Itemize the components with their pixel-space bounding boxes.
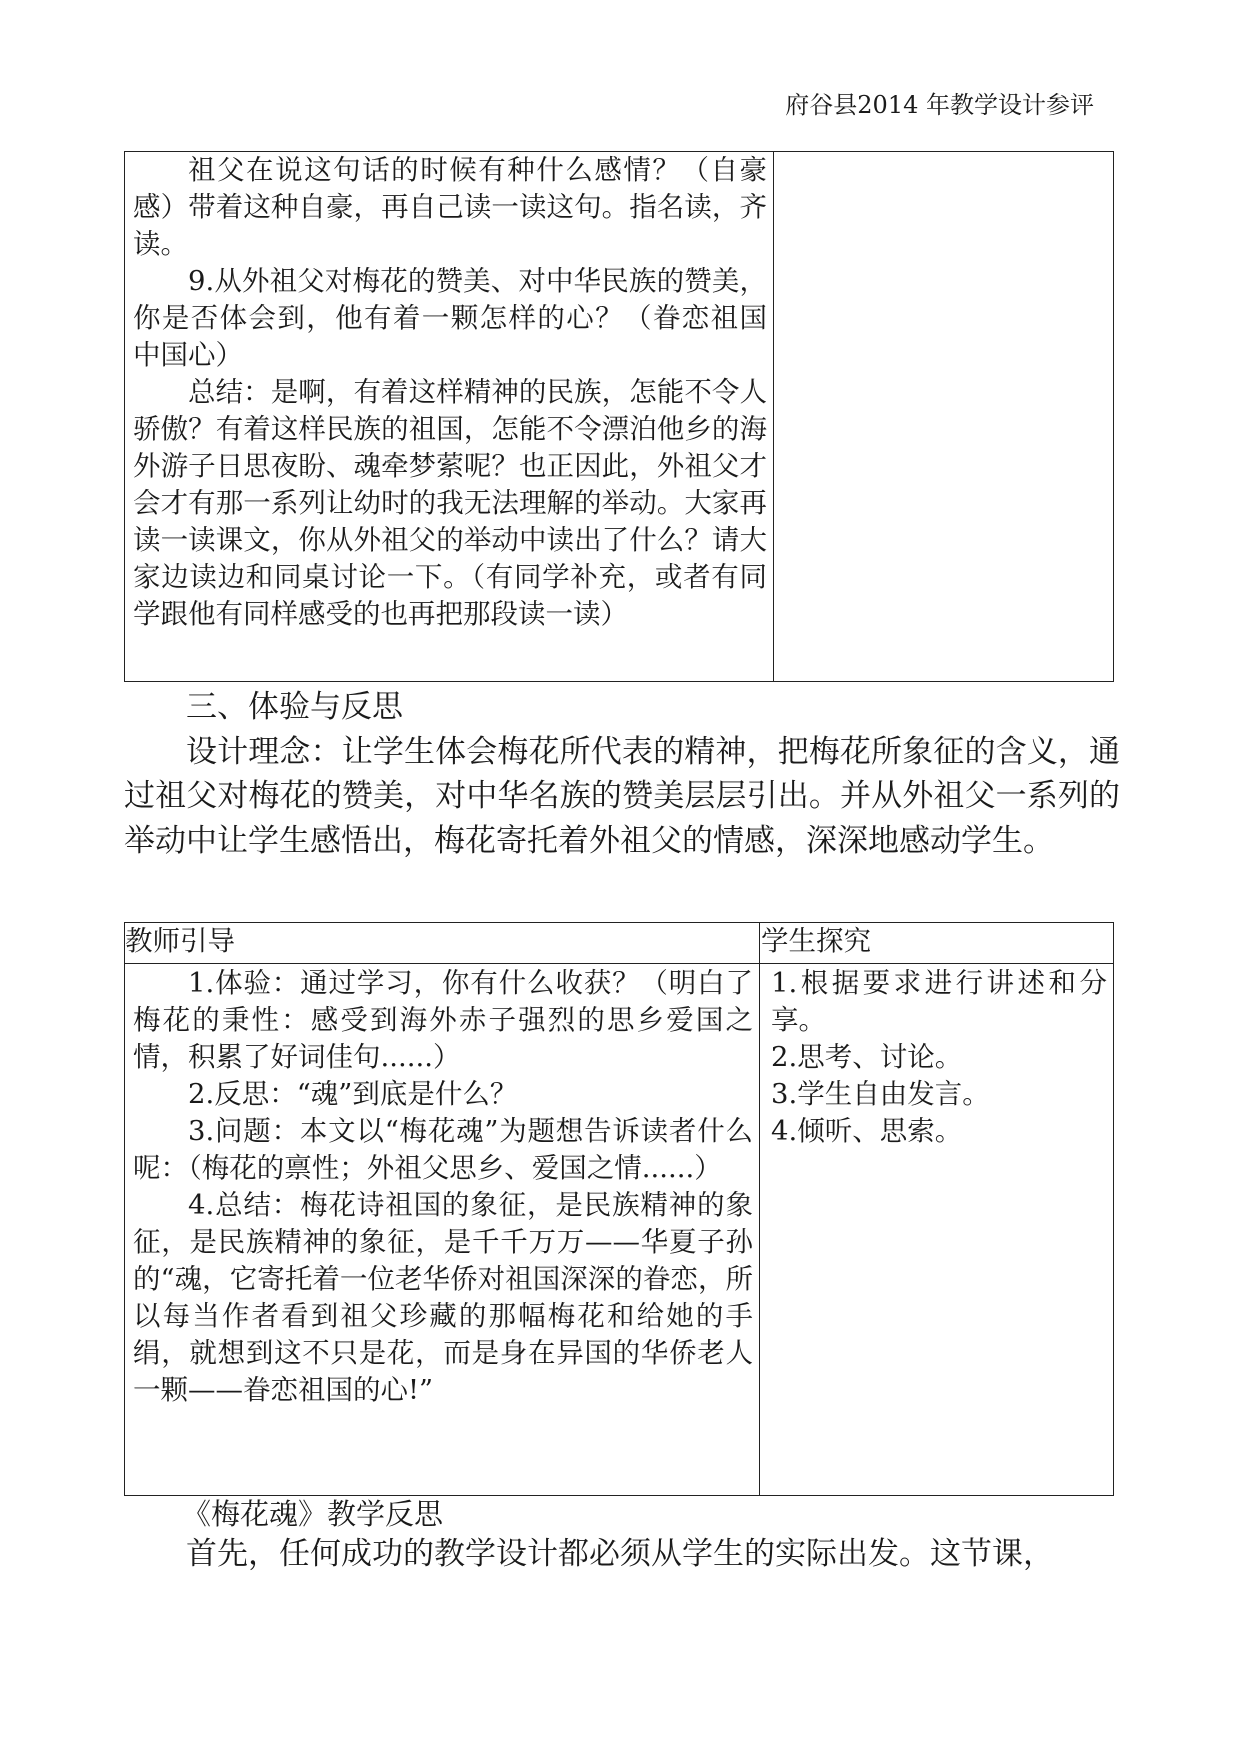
reflection-section <box>124 1496 1120 1577</box>
reflection-title: 《梅花魂》教学反思 <box>182 1497 444 1531</box>
paragraph: 3.问题：本文以“梅花魂”为题想告诉读者什么呢：（梅花的禀性；外祖父思乡、爱国之情......） <box>133 1115 753 1184</box>
student-inquiry-cell <box>781 152 1111 683</box>
column-header: 学生探究 <box>761 925 871 957</box>
paragraph: 4.总结：梅花诗祖国的象征，是民族精神的象征，是民族精神的象征，是千千万万——华夏子孙的“魂，它寄托着一位老华侨对祖国深深的眷恋，所以每当作者看到祖父珍藏的那幅梅花和给她的手绢，就想到这不只是花，而是身在异国的华侨老人一颗——眷恋祖国的心!” <box>133 1189 753 1406</box>
paragraph: 祖父在说这句话的时候有种什么感情？（自豪感）带着这种自豪，再自己读一读这句。指名读，齐读。 <box>133 154 767 260</box>
experience-reflection-table <box>124 922 1114 1496</box>
table-divider <box>759 923 760 1495</box>
student-inquiry-cell <box>771 965 1107 1495</box>
continuation-table <box>124 151 1114 682</box>
section-three <box>124 685 1120 863</box>
section-heading: 三、体验与反思 <box>186 689 403 725</box>
design-concept: 设计理念：让学生体会梅花所代表的精神，把梅花所象征的含义，通过祖父对梅花的赞美，对中华名族的赞美层层引出。并从外祖父一系列的举动中让学生感悟出，梅花寄托着外祖父的情感，深深地感动学生。 <box>124 733 1120 859</box>
teacher-guidance-cell <box>133 965 753 1495</box>
paragraph: 1.体验：通过学习，你有什么收获？（明白了梅花的秉性：感受到海外赤子强烈的思乡爱国之情，积累了好词佳句......） <box>133 967 753 1073</box>
column-header: 教师引导 <box>125 925 235 957</box>
header-divider <box>125 963 1113 964</box>
paragraph: 9.从外祖父对梅花的赞美、对中华民族的赞美，你是否体会到，他有着一颗怎样的心？（眷恋祖国 中国心） <box>133 265 795 371</box>
list-item: 3.学生自由发言。 <box>771 1078 990 1110</box>
table-divider <box>773 152 774 681</box>
paragraph: 总结：是啊，有着这样精神的民族，怎能不令人骄傲？有着这样民族的祖国，怎能不令漂泊他乡的海外游子日思夜盼、魂牵梦萦呢？也正因此，外祖父才会才有那一系列让幼时的我无法理解的举动。大家再读一读课文，你从外祖父的举动中读出了什么？请大家边读边和同桌讨论一下。（有同学补充，或者有同学跟他有同样感受的也再把那段读一读） <box>133 376 767 630</box>
list-item: 1.根据要求进行讲述和分享。 <box>771 967 1107 1036</box>
paragraph: 2.反思：“魂”到底是什么？ <box>188 1078 518 1110</box>
list-item: 2.思考、讨论。 <box>771 1041 963 1073</box>
page-header: 府谷县2014 年教学设计参评 <box>785 91 1094 119</box>
student-header-cell <box>761 923 1113 963</box>
teacher-header-cell <box>125 923 759 963</box>
list-item: 4.倾听、思索。 <box>771 1115 963 1147</box>
teacher-guidance-cell <box>133 152 795 683</box>
reflection-paragraph: 首先，任何成功的教学设计都必须从学生的实际出发。这节课， <box>186 1536 1054 1572</box>
